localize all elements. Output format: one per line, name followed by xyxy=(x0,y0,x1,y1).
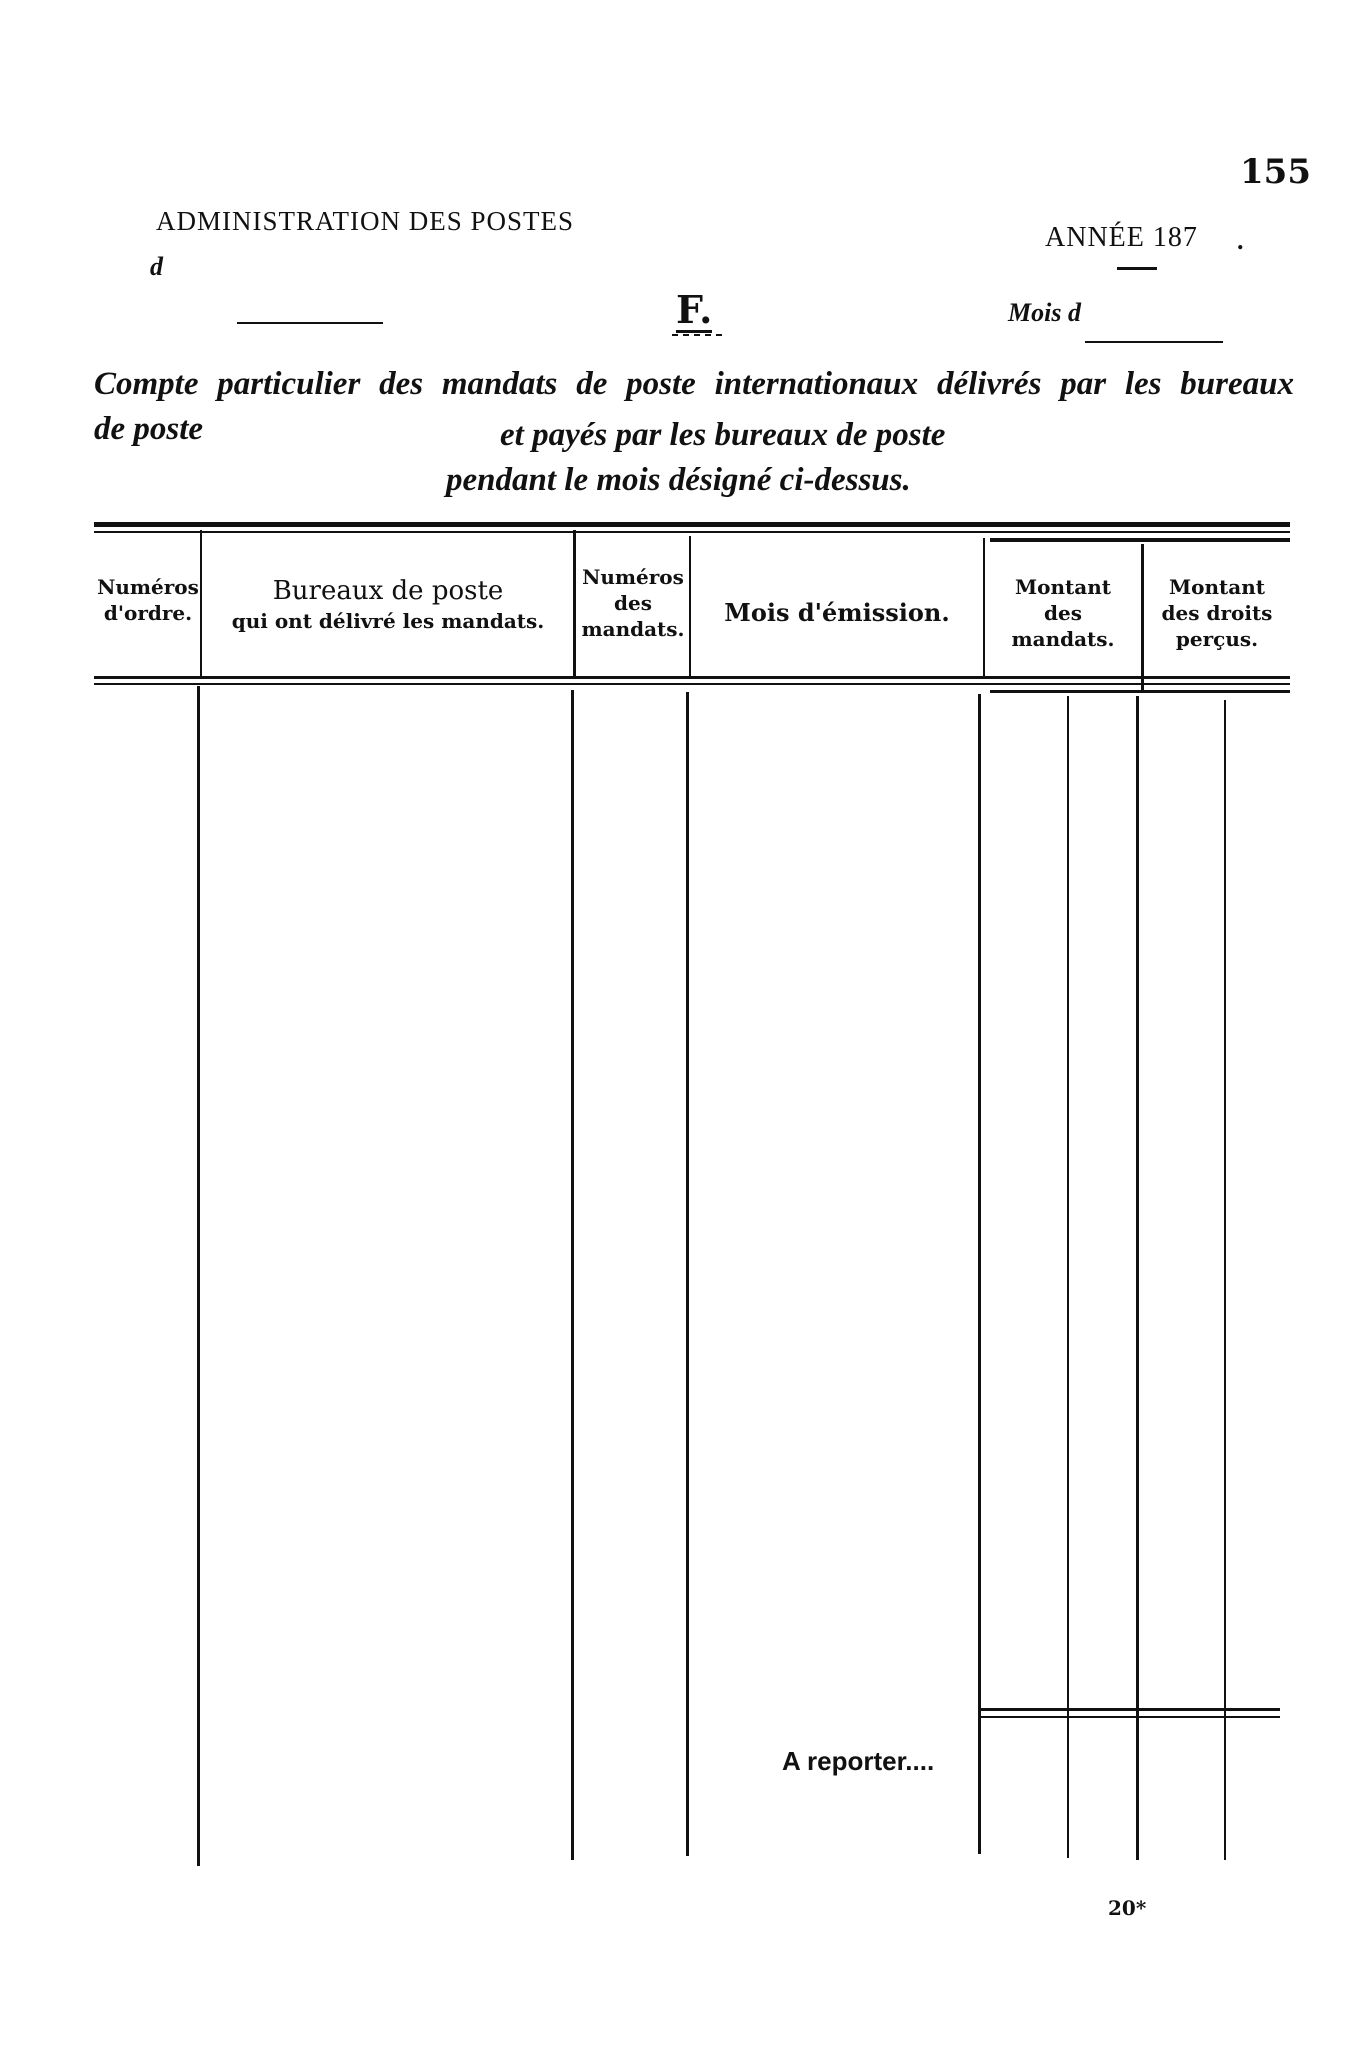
a-reporter-label: A reporter.... xyxy=(782,1746,935,1776)
administration-title: ADMINISTRATION DES POSTES xyxy=(156,206,575,236)
header-line: qui ont délivré les mandats. xyxy=(231,609,545,633)
table-top-rule-right xyxy=(990,538,1290,542)
column-header-montant-mandats xyxy=(986,574,1140,652)
column-header-montant-droits xyxy=(1146,574,1288,652)
body-column-line-1 xyxy=(197,686,200,1866)
administration-suffix: d xyxy=(150,252,163,281)
header-line: des droits xyxy=(1161,601,1273,625)
annee-label: ANNÉE 187 xyxy=(1045,222,1198,253)
header-divider-1 xyxy=(200,530,202,676)
header-line: perçus. xyxy=(1175,627,1259,651)
form-letter-dash xyxy=(672,334,722,338)
annee-underline xyxy=(1117,267,1157,270)
column-header-mois-emission xyxy=(692,596,982,630)
header-line: Numéros xyxy=(97,575,199,599)
header-line: Numéros xyxy=(582,565,684,589)
description-line-3: pendant le mois désigné ci-dessus. xyxy=(446,462,911,498)
header-line: Montant xyxy=(1169,575,1265,599)
description-line-2b: et payés par les bureaux de poste xyxy=(500,417,946,453)
header-line: des xyxy=(1044,601,1082,625)
header-divider-2 xyxy=(573,530,576,676)
header-divider-4 xyxy=(983,538,985,678)
header-divider-5 xyxy=(1141,544,1144,690)
form-letter: F. xyxy=(676,287,713,332)
body-column-line-5 xyxy=(1067,696,1069,1858)
header-line: mandats. xyxy=(581,617,685,641)
header-divider-3 xyxy=(689,536,691,676)
header-line: des xyxy=(614,591,652,615)
annee-dot: . xyxy=(1237,226,1244,255)
description-line-2a: de poste xyxy=(94,411,204,447)
header-line: d'ordre. xyxy=(103,601,193,625)
header-line: Mois d'émission. xyxy=(724,598,950,627)
header-line: Montant xyxy=(1015,575,1111,599)
header-line: Bureaux de poste xyxy=(272,576,504,606)
totals-rule-thin xyxy=(978,1716,1280,1718)
body-column-line-6 xyxy=(1136,696,1139,1860)
table-top-rule-thin xyxy=(94,531,1290,533)
body-column-line-7 xyxy=(1224,700,1226,1860)
column-header-numeros-ordre xyxy=(96,574,200,626)
header-line: mandats. xyxy=(1011,627,1115,651)
table-header-rule-right xyxy=(990,690,1290,693)
body-column-line-3 xyxy=(686,692,689,1856)
blank-line-left xyxy=(237,322,383,324)
mois-blank-line xyxy=(1085,341,1223,343)
table-top-rule xyxy=(94,522,1290,527)
description-line-1: Compte particulier des mandats de poste internationaux délivrés par les bureaux xyxy=(94,366,1294,402)
page-number: 155 xyxy=(1240,152,1311,192)
column-header-bureaux xyxy=(204,574,572,634)
table-header-rule xyxy=(94,676,1290,679)
table-header-rule-thin xyxy=(94,683,1290,685)
mois-label: Mois d xyxy=(1008,298,1081,327)
totals-rule xyxy=(978,1708,1280,1711)
column-header-numeros-mandats xyxy=(578,564,688,642)
body-column-line-4 xyxy=(978,694,981,1854)
body-column-line-2 xyxy=(571,690,574,1860)
signature-mark: 20* xyxy=(1108,1896,1147,1920)
